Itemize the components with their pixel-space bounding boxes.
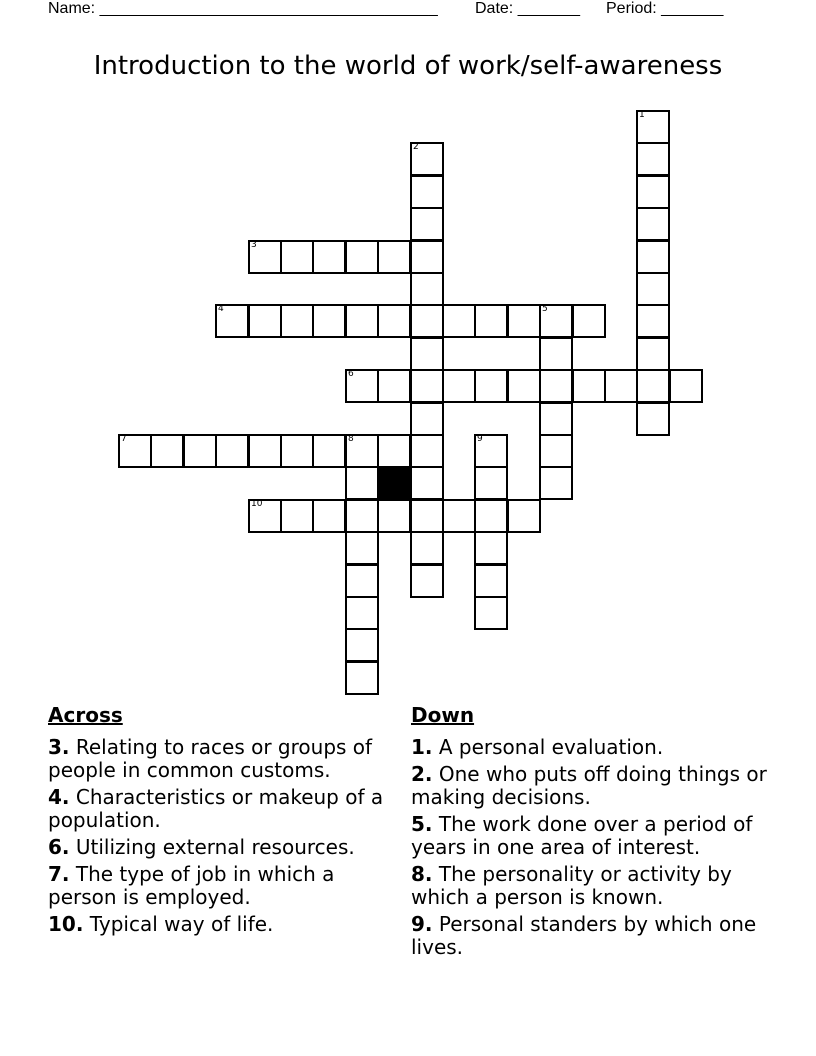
grid-cell[interactable] bbox=[636, 110, 670, 144]
grid-cell[interactable] bbox=[539, 369, 573, 403]
grid-cell[interactable] bbox=[345, 304, 379, 338]
clue-across-7: 7. The type of job in which a person is employed. bbox=[48, 862, 335, 909]
grid-cell[interactable] bbox=[507, 499, 541, 533]
grid-cell[interactable] bbox=[345, 466, 379, 500]
grid-cell[interactable] bbox=[377, 499, 411, 533]
across-heading: Across bbox=[48, 703, 123, 727]
grid-cell[interactable] bbox=[377, 304, 411, 338]
grid-cell[interactable] bbox=[410, 402, 444, 436]
grid-cell[interactable] bbox=[280, 434, 314, 468]
grid-cell[interactable] bbox=[636, 369, 670, 403]
across-clues bbox=[48, 702, 393, 940]
grid-cell[interactable] bbox=[377, 369, 411, 403]
grid-cell[interactable] bbox=[312, 304, 346, 338]
grid-cell[interactable] bbox=[410, 466, 444, 500]
grid-cell[interactable] bbox=[474, 499, 508, 533]
grid-cell[interactable] bbox=[410, 369, 444, 403]
grid-cell[interactable] bbox=[474, 434, 508, 468]
grid-cell[interactable] bbox=[539, 466, 573, 500]
grid-cell[interactable] bbox=[636, 142, 670, 176]
grid-cell[interactable] bbox=[410, 142, 444, 176]
grid-cell[interactable] bbox=[345, 499, 379, 533]
grid-cell[interactable] bbox=[636, 402, 670, 436]
cell-number: 1 bbox=[639, 110, 645, 120]
grid-cell[interactable] bbox=[410, 272, 444, 306]
grid-cell[interactable] bbox=[572, 304, 606, 338]
clue-across-10: 10. Typical way of life. bbox=[48, 912, 274, 936]
name-field: Name: ______________________________________ bbox=[48, 0, 438, 17]
down-heading: Down bbox=[411, 703, 475, 727]
grid-cell[interactable] bbox=[507, 304, 541, 338]
clue-across-3: 3. Relating to races or groups of people in common customs. bbox=[48, 735, 373, 782]
grid-cell[interactable] bbox=[410, 531, 444, 565]
cell-number: 9 bbox=[477, 434, 483, 444]
grid-cell[interactable] bbox=[377, 240, 411, 274]
grid-cell[interactable] bbox=[442, 304, 476, 338]
grid-cell[interactable] bbox=[248, 304, 282, 338]
grid-cell[interactable] bbox=[539, 337, 573, 371]
grid-cell[interactable] bbox=[474, 466, 508, 500]
down-clues bbox=[411, 702, 771, 963]
grid-cell[interactable] bbox=[345, 596, 379, 630]
clue-across-4: 4. Characteristics or makeup of a population. bbox=[48, 785, 384, 832]
grid-cell[interactable] bbox=[442, 499, 476, 533]
grid-cell[interactable] bbox=[539, 434, 573, 468]
grid-cell[interactable] bbox=[410, 304, 444, 338]
clue-down-2: 2. One who puts off doing things or making decisions. bbox=[411, 762, 767, 809]
cell-number: 3 bbox=[251, 240, 257, 250]
grid-cell[interactable] bbox=[215, 434, 249, 468]
grid-cell[interactable] bbox=[636, 337, 670, 371]
grid-block-cell bbox=[377, 466, 411, 500]
grid-cell[interactable] bbox=[410, 240, 444, 274]
grid-cell[interactable] bbox=[474, 596, 508, 630]
grid-cell[interactable] bbox=[248, 499, 282, 533]
grid-cell[interactable] bbox=[280, 304, 314, 338]
date-field: Date: _______ bbox=[475, 0, 580, 17]
grid-cell[interactable] bbox=[312, 434, 346, 468]
clue-down-5: 5. The work done over a period of years in one area of interest. bbox=[411, 812, 753, 859]
grid-cell[interactable] bbox=[410, 499, 444, 533]
cell-number: 4 bbox=[218, 304, 224, 314]
grid-cell[interactable] bbox=[474, 304, 508, 338]
grid-cell[interactable] bbox=[669, 369, 703, 403]
grid-cell[interactable] bbox=[636, 304, 670, 338]
cell-number: 7 bbox=[121, 434, 127, 444]
grid-cell[interactable] bbox=[410, 564, 444, 598]
grid-cell[interactable] bbox=[410, 175, 444, 209]
grid-cell[interactable] bbox=[636, 175, 670, 209]
grid-cell[interactable] bbox=[410, 337, 444, 371]
cell-number: 8 bbox=[348, 434, 354, 444]
grid-cell[interactable] bbox=[345, 434, 379, 468]
period-field: Period: _______ bbox=[606, 0, 724, 17]
grid-cell[interactable] bbox=[474, 369, 508, 403]
grid-cell[interactable] bbox=[377, 434, 411, 468]
grid-cell[interactable] bbox=[507, 369, 541, 403]
grid-cell[interactable] bbox=[312, 240, 346, 274]
grid-cell[interactable] bbox=[345, 661, 379, 695]
grid-cell[interactable] bbox=[539, 402, 573, 436]
grid-cell[interactable] bbox=[312, 499, 346, 533]
grid-cell[interactable] bbox=[345, 531, 379, 565]
grid-cell[interactable] bbox=[539, 304, 573, 338]
grid-cell[interactable] bbox=[410, 207, 444, 241]
grid-cell[interactable] bbox=[280, 240, 314, 274]
grid-cell[interactable] bbox=[442, 369, 476, 403]
grid-cell[interactable] bbox=[345, 240, 379, 274]
clue-down-1: 1. A personal evaluation. bbox=[411, 735, 664, 759]
grid-cell[interactable] bbox=[248, 434, 282, 468]
grid-cell[interactable] bbox=[636, 207, 670, 241]
grid-cell[interactable] bbox=[150, 434, 184, 468]
grid-cell[interactable] bbox=[572, 369, 606, 403]
grid-cell[interactable] bbox=[345, 369, 379, 403]
cell-number: 6 bbox=[348, 369, 354, 379]
grid-cell[interactable] bbox=[215, 304, 249, 338]
grid-cell[interactable] bbox=[280, 499, 314, 533]
page-title: Introduction to the world of work/self-awareness bbox=[93, 51, 723, 81]
clue-down-9: 9. Personal standers by which one lives. bbox=[411, 912, 757, 959]
grid-cell[interactable] bbox=[636, 272, 670, 306]
cell-number: 5 bbox=[542, 304, 548, 314]
cell-number: 2 bbox=[413, 142, 419, 152]
cell-number: 10 bbox=[251, 499, 263, 509]
grid-cell[interactable] bbox=[345, 564, 379, 598]
grid-cell[interactable] bbox=[474, 564, 508, 598]
clue-down-8: 8. The personality or activity by which a person is known. bbox=[411, 862, 732, 909]
grid-cell[interactable] bbox=[183, 434, 217, 468]
grid-cell[interactable] bbox=[248, 240, 282, 274]
grid-cell[interactable] bbox=[345, 628, 379, 662]
clue-across-6: 6. Utilizing external resources. bbox=[48, 835, 355, 859]
grid-cell[interactable] bbox=[604, 369, 638, 403]
grid-cell[interactable] bbox=[118, 434, 152, 468]
grid-cell[interactable] bbox=[474, 531, 508, 565]
grid-cell[interactable] bbox=[636, 240, 670, 274]
grid-cell[interactable] bbox=[410, 434, 444, 468]
